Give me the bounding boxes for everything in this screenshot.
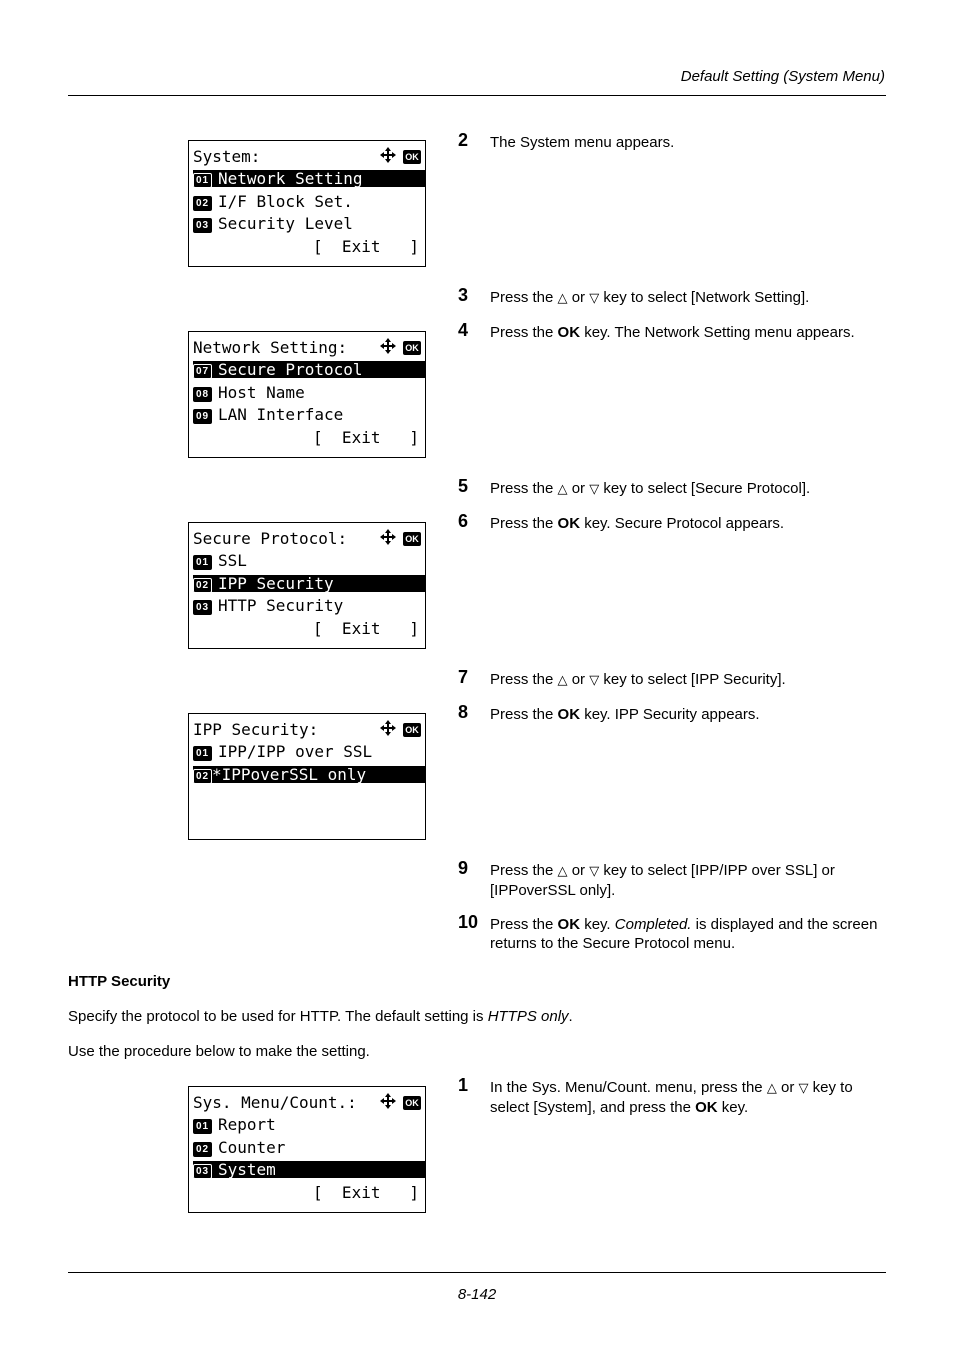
item-number-badge: 02 — [193, 1142, 212, 1157]
up-key-icon: △ — [557, 291, 568, 306]
step-number: 8 — [458, 702, 469, 722]
lcd-menu-item — [193, 575, 425, 592]
lcd-exit-softkey: [ Exit ] — [313, 237, 419, 256]
item-number-badge: 03 — [193, 600, 212, 615]
item-label: IPP/IPP over SSL — [218, 742, 373, 761]
lcd-screen — [188, 1086, 426, 1213]
step-text: Press the △ or ▽ key to select [Secure Protocol]. — [490, 480, 811, 497]
step-number: 9 — [458, 858, 469, 878]
step-text: Press the OK key. Completed. is displayed and the screen returns to the Secure Protocol menu. — [490, 916, 878, 952]
item-number-badge: 01 — [193, 555, 212, 570]
item-label: Counter — [218, 1138, 286, 1157]
lcd-menu-item — [193, 766, 425, 783]
item-label: Network Setting — [218, 169, 363, 188]
page-number: 8-142 — [457, 1286, 497, 1303]
lcd-title-icons — [379, 721, 421, 739]
step-number: 5 — [458, 476, 469, 496]
step-number: 1 — [458, 1075, 469, 1095]
item-number-badge: 08 — [193, 387, 212, 402]
item-label: System — [218, 1160, 276, 1179]
up-key-icon: △ — [766, 1081, 777, 1096]
lcd-title-icons — [379, 1094, 421, 1112]
lcd-menu-item — [193, 743, 425, 761]
item-label: I/F Block Set. — [218, 192, 353, 211]
down-key-icon: ▽ — [589, 482, 600, 497]
lcd-title: System: — [193, 147, 261, 166]
lcd-screen — [188, 140, 426, 267]
four-way-arrow-icon — [379, 1093, 397, 1113]
item-label: SSL — [218, 551, 247, 570]
step-number: 6 — [458, 511, 469, 531]
lcd-screen — [188, 331, 426, 458]
step-text: Press the △ or ▽ key to select [IPP/IPP over SSL] or [IPPoverSSL only]. — [490, 862, 835, 899]
item-label: IPP Security — [218, 574, 334, 593]
header-rule — [68, 95, 886, 96]
item-number-badge: 01 — [193, 173, 212, 188]
item-label: HTTP Security — [218, 596, 344, 615]
item-label: Security Level — [218, 214, 353, 233]
down-key-icon: ▽ — [589, 673, 600, 688]
down-key-icon: ▽ — [589, 864, 600, 879]
lcd-title-icons — [379, 148, 421, 166]
lcd-menu-item — [193, 193, 425, 211]
lcd-title: Network Setting: — [193, 338, 348, 357]
item-label: Report — [218, 1115, 276, 1134]
lcd-title-icons — [379, 530, 421, 548]
lcd-menu-item — [193, 597, 425, 615]
lcd-screen — [188, 522, 426, 649]
ok-key-icon: OK — [403, 723, 421, 737]
footer-rule — [68, 1272, 886, 1273]
lcd-menu-item — [193, 1161, 425, 1178]
header-title: Default Setting (System Menu) — [680, 68, 885, 85]
up-key-icon: △ — [557, 482, 568, 497]
lcd-menu-item — [193, 215, 425, 233]
item-number-badge: 02 — [193, 196, 212, 211]
lcd-menu-item — [193, 406, 425, 424]
lcd-title: IPP Security: — [193, 720, 319, 739]
four-way-arrow-icon — [379, 147, 397, 167]
step-text: Press the OK key. Secure Protocol appears. — [490, 515, 785, 532]
lcd-menu-item — [193, 1139, 425, 1157]
lcd-menu-item — [193, 170, 425, 187]
lcd-menu-item — [193, 384, 425, 402]
item-number-badge: 01 — [193, 1119, 212, 1134]
item-number-badge: 01 — [193, 746, 212, 761]
item-label: *IPPoverSSL only — [212, 765, 367, 784]
item-number-badge: 03 — [193, 1164, 212, 1179]
step-number: 4 — [458, 320, 469, 340]
item-number-badge: 09 — [193, 409, 212, 424]
step-text: Press the OK key. IPP Security appears. — [490, 706, 760, 723]
step-text: Press the △ or ▽ key to select [Network Setting]. — [490, 289, 810, 306]
step-text: In the Sys. Menu/Count. menu, press the △ or ▽ key to select [System], and press the OK key. — [490, 1079, 853, 1116]
item-number-badge: 07 — [193, 364, 212, 379]
ok-key-icon: OK — [403, 532, 421, 546]
item-number-badge: 03 — [193, 218, 212, 233]
lcd-title-icons — [379, 339, 421, 357]
up-key-icon: △ — [557, 864, 568, 879]
lcd-menu-item — [193, 1116, 425, 1134]
section-title-http-security: HTTP Security — [68, 973, 171, 990]
four-way-arrow-icon — [379, 720, 397, 740]
down-key-icon: ▽ — [589, 291, 600, 306]
ok-key-icon: OK — [403, 1096, 421, 1110]
step-number: 7 — [458, 667, 469, 687]
up-key-icon: △ — [557, 673, 568, 688]
ok-key-icon: OK — [403, 150, 421, 164]
lcd-screen — [188, 713, 426, 840]
four-way-arrow-icon — [379, 338, 397, 358]
item-number-badge: 02 — [193, 769, 212, 784]
lcd-exit-softkey: [ Exit ] — [313, 1183, 419, 1202]
lcd-menu-item — [193, 361, 425, 378]
lcd-title: Secure Protocol: — [193, 529, 348, 548]
step-number: 2 — [458, 130, 469, 150]
ok-key-icon: OK — [403, 341, 421, 355]
step-number: 10 — [458, 912, 479, 932]
item-label: LAN Interface — [218, 405, 344, 424]
lcd-exit-softkey: [ Exit ] — [313, 428, 419, 447]
procedure-intro: Use the procedure below to make the setting. — [68, 1043, 370, 1060]
step-text: The System menu appears. — [490, 134, 675, 151]
lcd-exit-softkey: [ Exit ] — [313, 619, 419, 638]
lcd-menu-item — [193, 552, 425, 570]
down-key-icon: ▽ — [798, 1081, 809, 1096]
step-text: Press the OK key. The Network Setting menu appears. — [490, 324, 855, 341]
lcd-title: Sys. Menu/Count.: — [193, 1093, 357, 1112]
item-label: Host Name — [218, 383, 305, 402]
item-label: Secure Protocol — [218, 360, 363, 379]
four-way-arrow-icon — [379, 529, 397, 549]
http-description: Specify the protocol to be used for HTTP. The default setting is HTTPS only. — [68, 1008, 573, 1025]
step-number: 3 — [458, 285, 469, 305]
step-text: Press the △ or ▽ key to select [IPP Security]. — [490, 671, 786, 688]
item-number-badge: 02 — [193, 578, 212, 593]
